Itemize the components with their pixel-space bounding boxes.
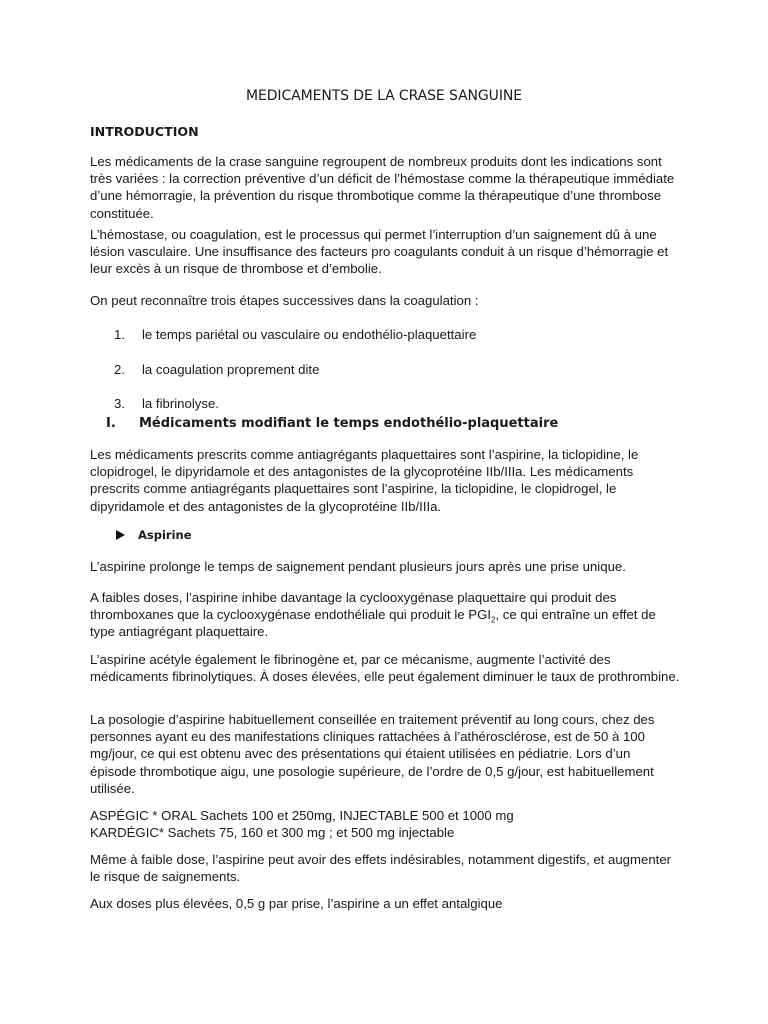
aspirine-p2-text: A faibles doses, l’aspirine inhibe davantage la cyclooxygénase plaquettaire qui produit des thromboxanes que la cyclooxygénase endothéliale qui produit le PGI [90, 590, 617, 623]
intro-heading: INTRODUCTION [90, 124, 199, 139]
aspirine-p2-text-end: , ce qui entraîne un effet de type antiagrégant plaquettaire. [90, 607, 656, 640]
step-number: 1. [114, 327, 125, 342]
arrow-bullet-icon [116, 530, 125, 540]
aspirine-paragraph-3: L’aspirine acétyle également le fibrinogène et, par ce mécanisme, augmente l’activité des médicaments fibrinolytiques. À doses élevées, elle peut également diminuer le taux de prothrombine. [90, 652, 680, 685]
aspirine-heading-label: Aspirine [138, 528, 192, 542]
aspirine-paragraph-6: Même à faible dose, l’aspirine peut avoir des effets indésirables, notamment digestifs, et augmenter le risque de saignements. [90, 852, 672, 885]
aspirine-paragraph-1: L’aspirine prolonge le temps de saignement pendant plusieurs jours après une prise unique. [90, 559, 626, 574]
section-1-paragraph: Les médicaments prescrits comme antiagrégants plaquettaires sont l’aspirine, la ticlopidine, le clopidrogel, le dipyridamole et des antagonistes de la glycoprotéine IIb/IIIa. Les médicaments prescrits comme antiagrégants plaquettaires sont l’aspirine, la ticlopidine, le clopidrogel, le dipyridamole et des antagonistes de la glycoprotéine IIb/IIIa. [90, 447, 639, 514]
step-number: 2. [114, 362, 125, 377]
step-text: le temps pariétal ou vasculaire ou endothélio-plaquettaire [142, 327, 477, 342]
aspirine-paragraph-7: Aux doses plus élevées, 0,5 g par prise, l’aspirine a un effet antalgique [90, 896, 503, 911]
intro-paragraph-1: Les médicaments de la crase sanguine regroupent de nombreux produits dont les indications sont très variées : la correction préventive d’un déficit de l’hémostase comme la thérapeutique immédiate d’une hémorragie, la prévention du risque thrombotique comme la thérapeutique d’une thrombose constituée. [90, 154, 675, 221]
aspirine-paragraph-4: La posologie d’aspirine habituellement conseillée en traitement préventif au long cours, chez des personnes ayant eu des manifestations cliniques rattachées à l’athérosclérose, est de 50 à 100 mg/jour, ce qui est obtenu avec des présentations qui étaient utilisées en pédiatrie. Lors d’un épisode thrombotique aigu, une posologie supérieure, de l’ordre de 0,5 g/jour, est habituellement utilisée. [90, 712, 655, 796]
aspirine-product-line-2: KARDÉGIC* Sachets 75, 160 et 300 mg ; et 500 mg injectable [90, 825, 455, 840]
section-title: Médicaments modifiant le temps endothélio-plaquettaire [139, 416, 559, 431]
document-title: MEDICAMENTS DE LA CRASE SANGUINE [246, 88, 522, 104]
pgi-subscript: 2 [491, 615, 496, 625]
step-number: 3. [114, 396, 125, 411]
intro-paragraph-3: On peut reconnaître trois étapes successives dans la coagulation : [90, 293, 479, 308]
intro-paragraph-2: L’hémostase, ou coagulation, est le processus qui permet l’interruption d’un saignement dû à une lésion vasculaire. Une insuffisance des facteurs pro coagulants conduit à un risque d’hémorragie et leur excès à un risque de thrombose et d’embolie. [90, 227, 669, 277]
step-text: la fibrinolyse. [142, 396, 219, 411]
section-number: I. [106, 416, 116, 431]
aspirine-product-line-1: ASPÉGIC * ORAL Sachets 100 et 250mg, INJECTABLE 500 et 1000 mg [90, 808, 514, 823]
aspirine-paragraph-2 [90, 589, 680, 641]
step-text: la coagulation proprement dite [142, 362, 320, 377]
